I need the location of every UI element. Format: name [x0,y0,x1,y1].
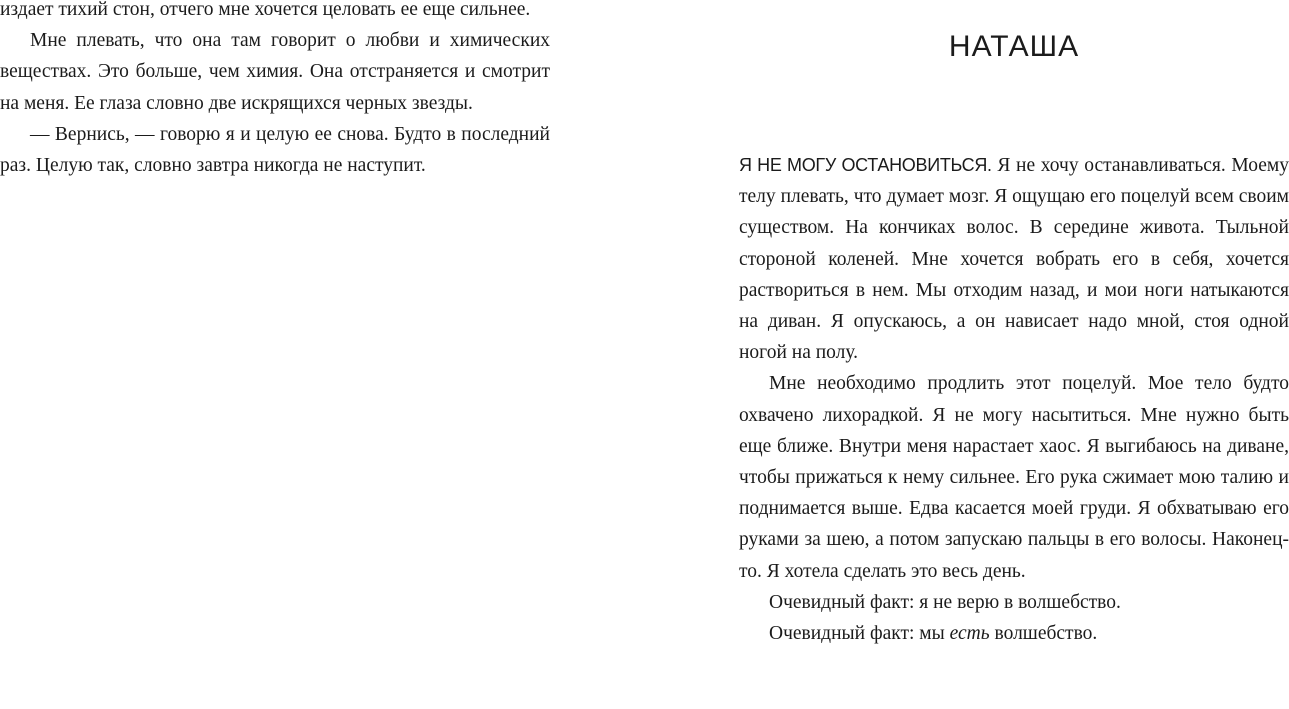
chapter-lead-in: Я НЕ МОГУ ОСТАНОВИТЬСЯ. [739,155,992,175]
chapter-paragraph-4-start: Очевидный факт: мы [769,623,950,645]
left-page [0,0,550,709]
chapter-text [739,150,1289,649]
chapter-paragraph-4 [739,618,1289,649]
left-paragraph-1: издает тихий стон, отчего мне хочется целовать ее еще сильнее. [0,0,531,20]
chapter-paragraph-2: Мне необходимо продлить этот поцелуй. Мое тело будто охвачено лихорадкой. Я не могу насытиться. Мне нужно быть еще ближе. Внутри меня нарастает хаос. Я выгибаюсь на диване, чтобы прижаться к нему сильнее. Его рука сжимает мою талию и поднимается выше. Едва касается моей груди. Я обхватываю его руками за шею, а потом запускаю пальцы в его волосы. Наконец-то. Я хотела сделать это весь день. [739,373,1289,582]
chapter-paragraph-3: Очевидный факт: я не верю в волшебство. [769,591,1121,613]
left-paragraph-2: Мне плевать, что она там говорит о любви и химических веществах. Это больше, чем химия. Она отстраняется и смотрит на меня. Ее глаза словно две искрящихся черных звезды. [0,30,550,114]
right-page [739,0,1289,709]
chapter-paragraph-1 [739,150,1289,368]
left-page-text [0,0,550,181]
chapter-paragraph-4-end: волшебство. [989,623,1098,645]
left-paragraph-3: — Вернись, — говорю я и целую ее снова. Будто в последний раз. Целую так, словно завтра никогда не наступит. [0,123,550,177]
chapter-paragraph-1-text: Я не хочу останавливаться. Моему телу плевать, что думает мозг. Я ощущаю его поцелуй всем своим существом. На кончиках волос. В середине живота. Тыльной стороной коленей. Мне хочется вобрать его в себя, хочется раствориться в нем. Мы отходим назад, и мои ноги натыкаются на диван. Я опускаюсь, а он нависает надо мной, стоя одной ногой на полу. [739,155,1289,364]
chapter-paragraph-4-emphasis: есть [949,623,990,645]
chapter-title: НАТАША [948,30,1080,63]
